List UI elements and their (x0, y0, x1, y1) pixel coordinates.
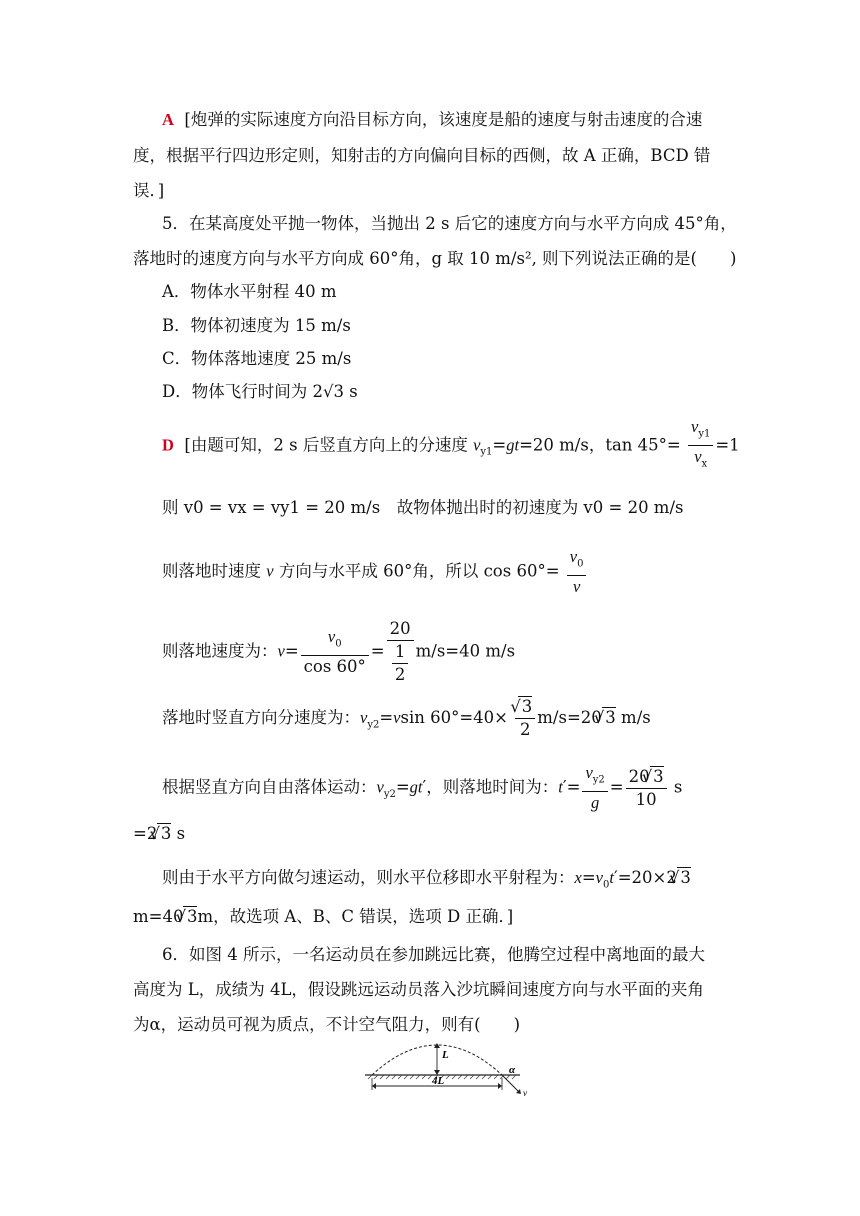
fraction-v0-cos60: $\frac{v_0}{\cos 60^\circ}$ (301, 626, 369, 678)
answer5-letter: D (162, 435, 174, 455)
answer4-letter: A (162, 110, 174, 129)
answer5-step6-result: =2√ 3 s (133, 824, 185, 843)
answer5-step7: 则由于水平方向做匀速运动，则水平位移即水平射程为：$x=v_0t'=20\times 2√$ 3 (162, 864, 691, 890)
question6-line1: 6．如图 4 所示，一名运动员在参加跳远比赛，他腾空过程中离地面的最大 (162, 945, 705, 964)
question5-line1: 5．在某高度处平抛一物体，当抛出 2 s 后它的速度方向与水平方向成 45°角， (162, 214, 737, 233)
answer5-step1: D [由题可知，2 s 后竖直方向上的分速度 $v_{y1}=gt=20$ m/s，tan 45°= $\frac{v_{y1}}{v_x}$ =1 (162, 416, 740, 476)
fraction-vy2-g: $\frac{v_{y2}}{g}$ (582, 762, 607, 814)
answer5-step2: 则 v0 = vx = vy1 = 20 m/s 故物体抛出时的初速度为 v0 = 20 m/s (162, 498, 684, 517)
height-label: L (442, 1049, 449, 1061)
question5-line2: 落地时的速度方向与水平方向成 60°角，g 取 10 m/s², 则下列说法正确的是( ) (133, 249, 737, 268)
fraction-20-half: $\frac{20}{\frac{1}{2}}$ (387, 618, 414, 686)
answer5-step5: 落地时竖直方向分速度为：$v_{y2}=vsin$ 60°=40× √ $\frac{3}{2}$ m/s=20√ 3 m/s (162, 696, 651, 741)
answer4-line3: 误．] (133, 181, 165, 200)
velocity-vector (502, 1075, 520, 1093)
option-a: A．物体水平射程 40 m (162, 282, 337, 301)
velocity-label: v (523, 1088, 527, 1098)
range-label: 4L (432, 1075, 445, 1087)
long-jump-diagram (360, 1028, 540, 1098)
answer4-line2: 度，根据平行四边形定则，知射击的方向偏向目标的西侧，故 A 正确，BCD 错 (133, 146, 711, 165)
answer4-line1: A [炮弹的实际速度方向沿目标方向，该速度是船的速度与射击速度的合速 (162, 110, 703, 129)
option-d: D．物体飞行时间为 2√3 s (162, 382, 358, 401)
angle-label: α (509, 1064, 516, 1076)
question6-line2: 高度为 L，成绩为 4L，假设跳远运动员落入沙坑瞬间速度方向与水平面的夹角 (133, 980, 704, 999)
fraction-v0-v: $\frac{v_0}{v}$ (567, 546, 587, 598)
fraction-vy1-vx: $\frac{v_{y1}}{v_x}$ (688, 416, 713, 476)
answer5-step6: 根据竖直方向自由落体运动：$v_{y2}=gt'$，则落地时间为：t′= $\frac{v_{y2}}{g}$ = $\frac{20√ 3}{10}$ s (162, 762, 682, 814)
question6-line3: 为α，运动员可视为质点，不计空气阻力，则有( ) (133, 1015, 521, 1034)
answer5-step4: 则落地速度为：v= $\frac{v_0}{\cos 60^\circ}$ = $\frac{20}{\frac{1}{2}}$ m/s=40 m/s (162, 619, 516, 684)
answer5-step7-conclusion: m=40√ 3m，故选项 A、B、C 错误，选项 D 正确．] (133, 903, 513, 927)
answer5-step3: 则落地时速度 v 方向与水平成 60°角，所以 cos 60°= $\frac{v_0}{v}$ (162, 546, 588, 598)
option-b: B．物体初速度为 15 m/s (162, 316, 351, 335)
option-c: C．物体落地速度 25 m/s (162, 349, 352, 368)
fraction-sqrt3-2: √ $\frac{3}{2}$ (515, 696, 535, 741)
fraction-20sqrt3-10: $\frac{20√ 3}{10}$ (626, 766, 667, 811)
